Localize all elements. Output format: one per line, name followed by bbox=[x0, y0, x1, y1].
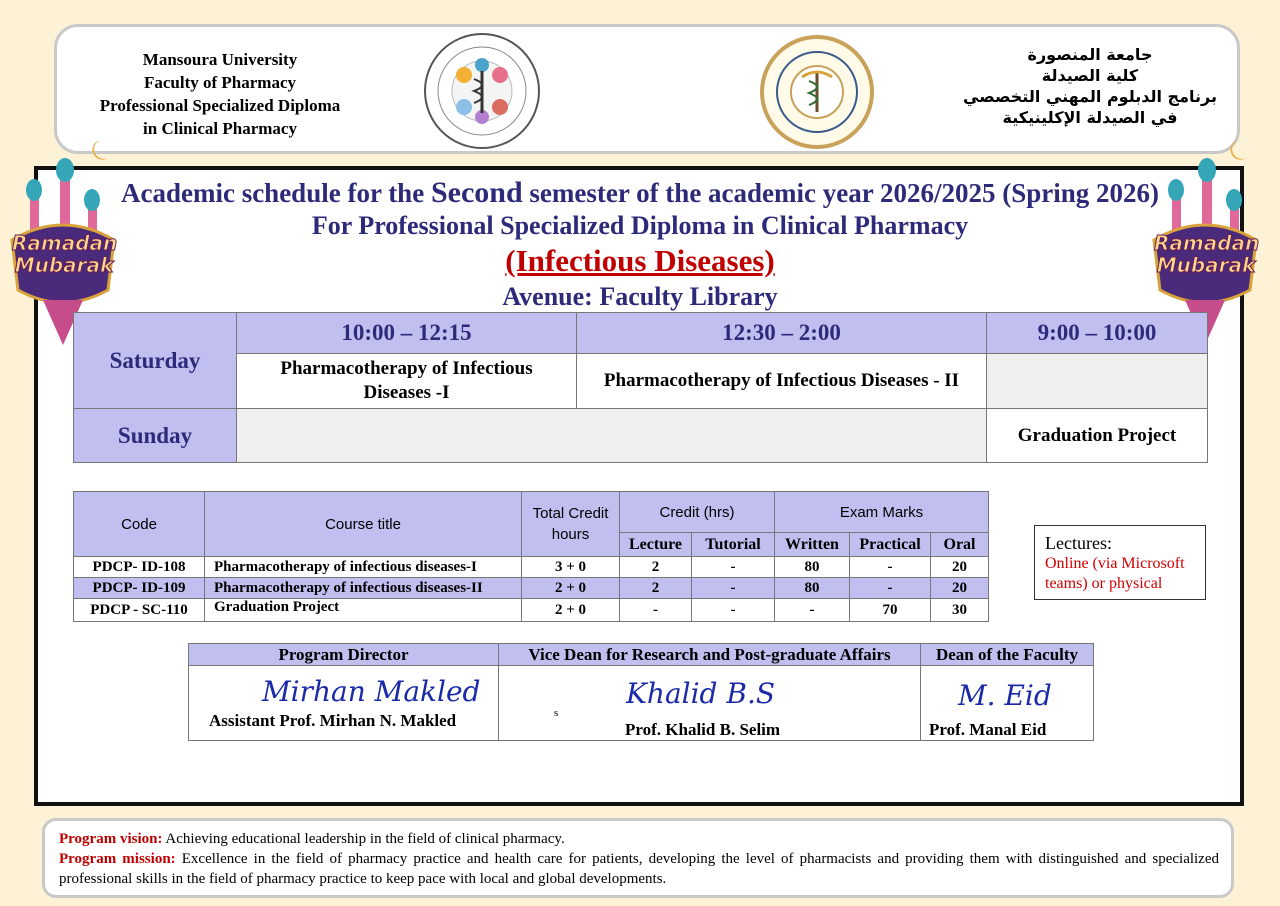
program-vision: Program vision: Achieving educational leadership in the field of clinical pharmacy. bbox=[59, 831, 565, 847]
day-sunday: Sunday bbox=[73, 408, 237, 463]
table-row-title: Graduation Project bbox=[204, 598, 522, 622]
table-row-title: Pharmacotherapy of infectious diseases-I bbox=[204, 556, 522, 578]
table-row-written: - bbox=[774, 598, 850, 622]
ramadan-label-left: Ramadan Mubarak bbox=[12, 231, 118, 277]
table-row-lecture: 2 bbox=[619, 577, 692, 599]
caduceus-icon bbox=[426, 35, 538, 147]
saturday-course-1: Pharmacotherapy of Infectious Diseases -I bbox=[236, 353, 577, 409]
university-name-english: Mansoura University Faculty of Pharmacy Professional Specialized Diploma in Clinical Pharmacy bbox=[99, 50, 341, 138]
table-row-total: 2 + 0 bbox=[521, 598, 620, 622]
ramadan-label-right: Ramadan Mubarak bbox=[1154, 231, 1260, 277]
sunday-empty-slot bbox=[236, 408, 987, 463]
table-row-oral: 20 bbox=[930, 556, 989, 578]
header-lecture: Lecture bbox=[619, 532, 692, 557]
day-saturday: Saturday bbox=[73, 312, 237, 409]
stray-mark: s bbox=[554, 707, 559, 719]
header-tutorial: Tutorial bbox=[691, 532, 775, 557]
table-row-code: PDCP - SC-110 bbox=[73, 598, 205, 622]
table-row-code: PDCP- ID-109 bbox=[73, 577, 205, 599]
dean-name: Prof. Manal Eid bbox=[929, 720, 1047, 739]
vice-dean-name: Prof. Khalid B. Selim bbox=[625, 720, 781, 739]
table-row-code: PDCP- ID-108 bbox=[73, 556, 205, 578]
venue-title: Avenue: Faculty Library bbox=[502, 282, 778, 311]
header-code: Code bbox=[73, 491, 205, 557]
table-row-total: 3 + 0 bbox=[521, 556, 620, 578]
header-exam-marks: Exam Marks bbox=[774, 491, 989, 533]
table-row-lecture: - bbox=[619, 598, 692, 622]
lectures-title: Lectures: bbox=[1045, 533, 1112, 553]
table-row-tutorial: - bbox=[691, 556, 775, 578]
table-row-total: 2 + 0 bbox=[521, 577, 620, 599]
footer-text bbox=[59, 829, 1219, 889]
table-row-written: 80 bbox=[774, 556, 850, 578]
header-total-credit: Total Credit hours bbox=[521, 491, 620, 557]
schedule-title: Academic schedule for the Second semester of the academic year 2026/2025 (Spring 2026) bbox=[120, 176, 1160, 209]
table-row-practical: - bbox=[849, 577, 931, 599]
table-row-lecture: 2 bbox=[619, 556, 692, 578]
lectures-detail: Online (via Microsoft teams) or physical bbox=[1045, 555, 1185, 592]
director-signature: Mirhan Makled bbox=[262, 675, 481, 708]
time-slot-3: 9:00 – 10:00 bbox=[986, 312, 1208, 354]
vice-dean-header: Vice Dean for Research and Post-graduate Affairs bbox=[498, 643, 921, 666]
table-row-oral: 30 bbox=[930, 598, 989, 622]
time-slot-1: 10:00 – 12:15 bbox=[236, 312, 577, 354]
time-slot-2: 12:30 – 2:00 bbox=[576, 312, 987, 354]
table-row-tutorial: - bbox=[691, 598, 775, 622]
table-row-oral: 20 bbox=[930, 577, 989, 599]
header-course-title: Course title bbox=[204, 491, 522, 557]
university-name-arabic: جامعة المنصورة كلية الصيدلة برنامج الدبلوم المهني التخصصي في الصيدلة الإكلينيكية bbox=[963, 45, 1217, 127]
lectures-note bbox=[1034, 525, 1206, 600]
diploma-logo bbox=[424, 33, 540, 149]
table-row-tutorial: - bbox=[691, 577, 775, 599]
header-oral: Oral bbox=[930, 532, 989, 557]
table-row-title: Pharmacotherapy of infectious diseases-II bbox=[204, 577, 522, 599]
pharmacy-emblem-icon bbox=[764, 39, 870, 145]
dean-header: Dean of the Faculty bbox=[920, 643, 1094, 666]
header-written: Written bbox=[774, 532, 850, 557]
table-row-practical: 70 bbox=[849, 598, 931, 622]
director-name: Assistant Prof. Mirhan N. Makled bbox=[209, 711, 457, 730]
program-mission: Program mission: Excellence in the field of pharmacy practice and health care for patients, developing the level of pharmacists and providing them with distinguished and specialized professional skills in the field of pharmacy practice to keep pace with local and global developments. bbox=[59, 851, 1220, 887]
saturday-empty-slot bbox=[986, 353, 1208, 409]
faculty-of-pharmacy-logo bbox=[760, 35, 874, 149]
vice-dean-signature: Khalid B.S bbox=[626, 677, 776, 710]
table-row-practical: - bbox=[849, 556, 931, 578]
dean-signature: M. Eid bbox=[958, 679, 1052, 712]
sunday-course: Graduation Project bbox=[986, 408, 1208, 463]
specialty-title: (Infectious Diseases) bbox=[505, 243, 775, 278]
header-practical: Practical bbox=[849, 532, 931, 557]
director-header: Program Director bbox=[188, 643, 499, 666]
program-title: For Professional Specialized Diploma in Clinical Pharmacy bbox=[311, 211, 969, 240]
table-row-written: 80 bbox=[774, 577, 850, 599]
header-credit-hrs: Credit (hrs) bbox=[619, 491, 775, 533]
saturday-course-2: Pharmacotherapy of Infectious Diseases - II bbox=[576, 353, 987, 409]
